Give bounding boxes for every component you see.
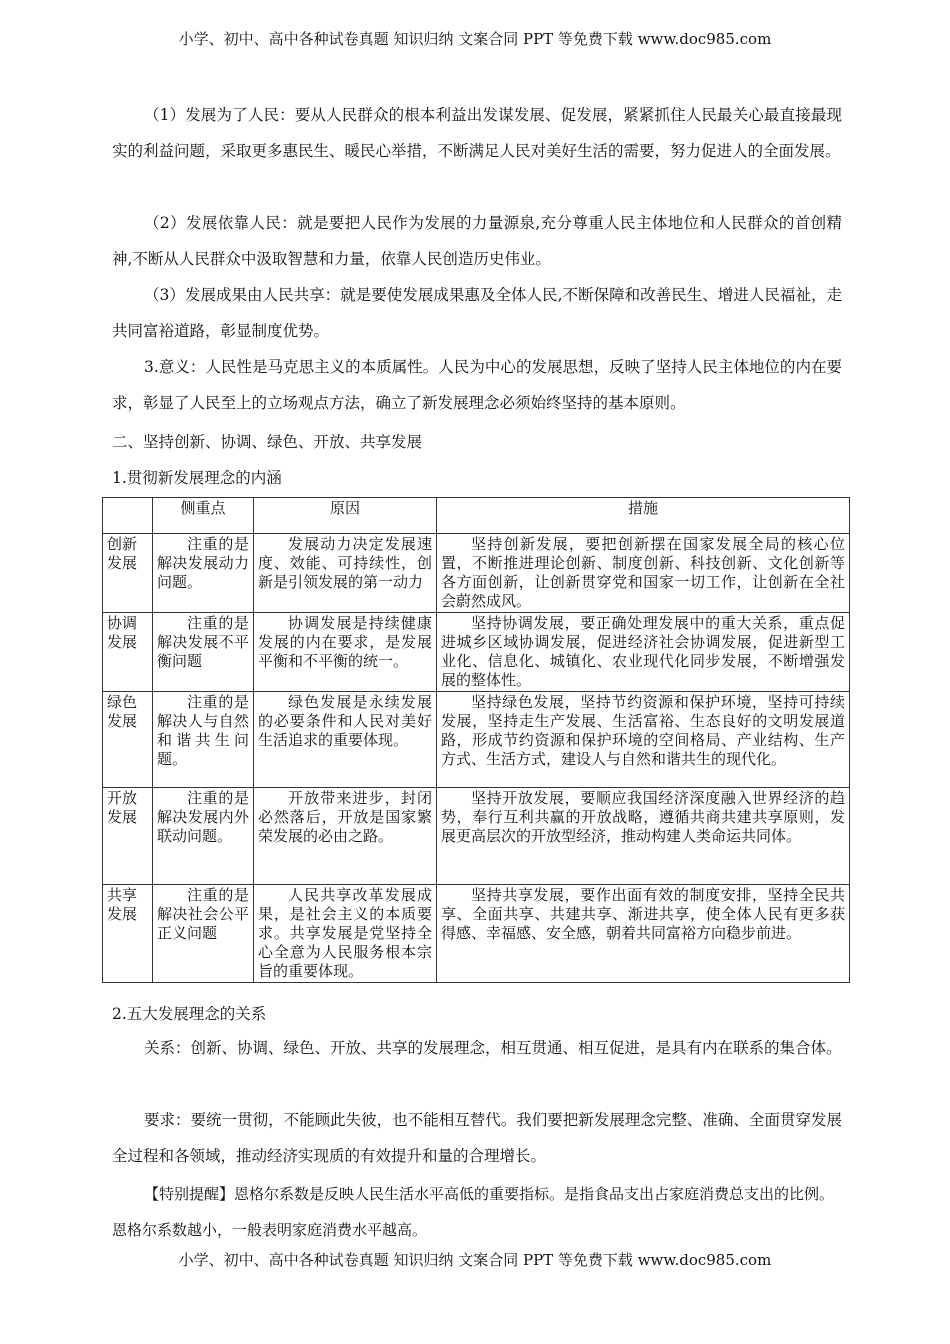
concept-cell: 共享发展 — [103, 885, 153, 983]
focus-cell: 注重的是解决人与自然和谐共生问题。 — [153, 692, 254, 788]
measure-cell: 坚持绿色发展，坚持节约资源和保护环境，坚持可持续发展，坚持走生产发展、生活富裕、生态良好的文明发展道路，形成节约资源和保护环境的空间格局、产业结构、生产方式、生活方式，建设人与自然和谐共生的现代化。 — [437, 692, 850, 788]
concept-cell: 创新发展 — [103, 534, 153, 613]
measure-cell: 坚持共享发展，要作出面有效的制度安排，坚持全民共享、全面共享、共建共享、渐进共享，使全体人民有更多获得感、幸福感、安全感，朝着共同富裕方向稳步前进。 — [437, 885, 850, 983]
reason-cell: 协调发展是持续健康发展的内在要求，是发展平衡和不平衡的统一。 — [254, 613, 437, 692]
table-header-row — [103, 498, 850, 534]
reason-cell: 绿色发展是永续发展的必要条件和人民对美好生活追求的重要体现。 — [254, 692, 437, 788]
header-cell: 侧重点 — [153, 498, 254, 534]
special-reminder: 【特别提醒】恩格尔系数是反映人民生活水平高低的重要指标。是指食品支出占家庭消费总支出的比例。恩格尔系数越小，一般表明家庭消费水平越高。 — [112, 1185, 835, 1239]
concept-cell: 开放发展 — [103, 788, 153, 885]
measure-cell: 坚持开放发展，要顺应我国经济深度融入世界经济的趋势，奉行互利共赢的开放战略，遵循共商共建共享原则，发展更高层次的开放型经济，推动构建人类命运共同体。 — [437, 788, 850, 885]
measure-cell: 坚持创新发展，要把创新摆在国家发展全局的核心位置，不断推进理论创新、制度创新、科技创新、文化创新等各方面创新，让创新贯穿党和国家一切工作，让创新在全社会蔚然成风。 — [437, 534, 850, 613]
table-row — [103, 885, 850, 983]
table-row — [103, 534, 850, 613]
header-cell: 原因 — [254, 498, 437, 534]
focus-cell: 注重的是解决发展不平衡问题 — [153, 613, 254, 692]
section-heading: 二、坚持创新、协调、绿色、开放、共享发展 — [112, 433, 423, 451]
reason-cell: 发展动力决定发展速度、效能、可持续性，创新是引领发展的第一动力 — [254, 534, 437, 613]
table-row — [103, 613, 850, 692]
requirement-paragraph: 要求：要统一贯彻，不能顾此失彼，也不能相互替代。我们要把新发展理念完整、准确、全面贯穿发展全过程和各领域，推动经济实现质的有效提升和量的合理增长。 — [112, 1111, 842, 1165]
paragraph: （1）发展为了人民：要从人民群众的根本利益出发谋发展、促发展，紧紧抓住人民最关心最直接最现实的利益问题，采取更多惠民生、暖民心举措，不断满足人民对美好生活的需要，努力促进人的全面发展。 — [112, 106, 842, 160]
concept-cell: 协调发展 — [103, 613, 153, 692]
header-cell: 措施 — [437, 498, 850, 534]
header-cell — [103, 498, 153, 534]
measure-cell: 坚持协调发展，要正确处理发展中的重大关系，重点促进城乡区域协调发展，促进经济社会协调发展，促进新型工业化、信息化、城镇化、农业现代化同步发展，不断增强发展的整体性。 — [437, 613, 850, 692]
page-footer: 小学、初中、高中各种试卷真题 知识归纳 文案合同 PPT 等免费下载 www.doc985.com — [178, 1251, 772, 1269]
concept-cell: 绿色发展 — [103, 692, 153, 788]
relation-paragraph: 关系：创新、协调、绿色、开放、共享的发展理念，相互贯通、相互促进，是具有内在联系的集合体。 — [144, 1039, 842, 1057]
reason-cell: 人民共享改革发展成果，是社会主义的本质要求。共享发展是党坚持全心全意为人民服务根本宗旨的重要体现。 — [254, 885, 437, 983]
reason-cell: 开放带来进步，封闭必然落后，开放是国家繁荣发展的必由之路。 — [254, 788, 437, 885]
concepts-table — [102, 497, 850, 983]
table-row — [103, 788, 850, 885]
paragraph: （3）发展成果由人民共享：就是要使发展成果惠及全体人民,不断保障和改善民生、增进人民福祉，走共同富裕道路，彰显制度优势。 — [112, 286, 842, 340]
paragraph: 3.意义：人民性是马克思主义的本质属性。人民为中心的发展思想，反映了坚持人民主体地位的内在要求，彰显了人民至上的立场观点方法，确立了新发展理念必须始终坚持的基本原则。 — [112, 358, 842, 412]
page-header: 小学、初中、高中各种试卷真题 知识归纳 文案合同 PPT 等免费下载 www.doc985.com — [178, 30, 772, 48]
table-row — [103, 692, 850, 788]
focus-cell: 注重的是解决发展动力问题。 — [153, 534, 254, 613]
subheading: 1.贯彻新发展理念的内涵 — [112, 469, 282, 487]
focus-cell: 注重的是解决发展内外联动问题。 — [153, 788, 254, 885]
subheading: 2.五大发展理念的关系 — [112, 1005, 267, 1023]
paragraph: （2）发展依靠人民：就是要把人民作为发展的力量源泉,充分尊重人民主体地位和人民群众的首创精神,不断从人民群众中汲取智慧和力量，依靠人民创造历史伟业。 — [112, 214, 842, 268]
focus-cell: 注重的是解决社会公平正义问题 — [153, 885, 254, 983]
